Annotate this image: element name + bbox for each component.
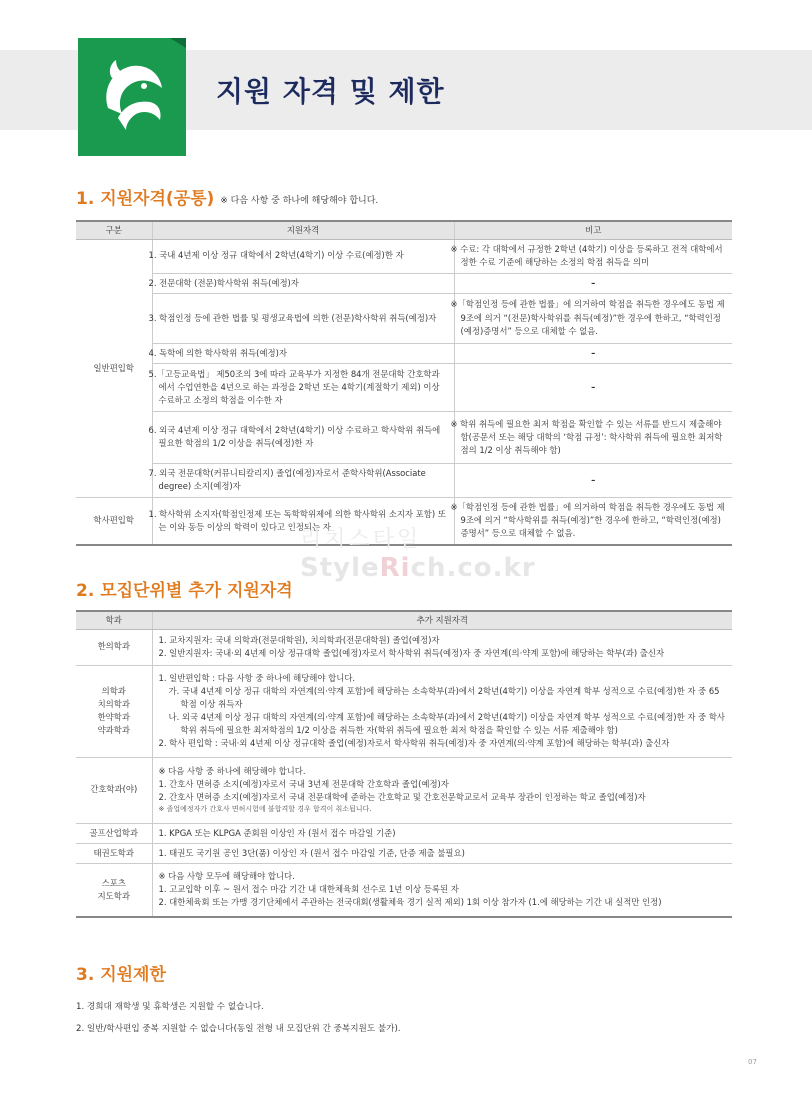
eligibility-common-table xyxy=(76,220,732,546)
column-header-qualification: 지원자격 xyxy=(152,221,454,239)
additional-eligibility-table xyxy=(76,610,732,918)
qualification-line: ※ 다음 사항 중 하나에 해당해야 합니다. xyxy=(158,766,306,777)
table-row xyxy=(76,363,732,411)
qualification-line: 2. 간호사 면허증 소지(예정)자로서 국내 전문대학에 준하는 간호학교 및 간호전문학교로서 교육부 장관이 인정하는 학교 졸업(예정)자 xyxy=(158,792,646,803)
qualification-line: 가. 국내 4년제 이상 정규 대학의 자연계(의·약계 포함)에 해당하는 소속학부(과)에서 2학년(4학기) 이상을 자연계 학부 성적으로 수료(예정)한 자 중 65학점 이상 취득자 xyxy=(168,685,720,709)
watermark-logo xyxy=(300,553,536,583)
table-row xyxy=(76,411,732,463)
qualification-cell xyxy=(152,665,732,757)
table-row xyxy=(76,665,732,757)
qualification-cell xyxy=(152,843,732,863)
table-row xyxy=(76,843,732,863)
note-cell: ※「학점인정 등에 관한 법률」에 의거하여 학점을 취득한 경우에도 동법 제9조에 의거 “학사학위를 취득(예정)”한 경우에 한하고, “학력인정(예정)증명서” 등으로 대체할 수 없음. xyxy=(454,497,732,545)
table-row xyxy=(76,863,732,917)
qualification-line: 1. 고교입학 이후 ~ 원서 접수 마감 기간 내 대한체육회 선수로 1년 이상 등록된 자 xyxy=(158,884,459,895)
department-cell: 스포츠 지도학과 xyxy=(76,863,152,917)
department-cell: 한의학과 xyxy=(76,629,152,665)
qualification-footnote: ※ 졸업예정자가 간호사 면허시험에 불합격할 경우 합격이 취소됩니다. xyxy=(158,805,372,814)
table-row xyxy=(76,343,732,363)
qualification-line: 1. 일반편입학 : 다음 사항 중 하나에 해당해야 합니다. xyxy=(158,672,356,683)
restriction-item: 1. 경희대 재학생 및 휴학생은 지원할 수 없습니다. xyxy=(76,1002,264,1012)
restriction-list xyxy=(76,996,401,1040)
qualification-cell: 4. 독학에 의한 학사학위 취득(예정)자 xyxy=(152,343,454,363)
department-cell: 태권도학과 xyxy=(76,843,152,863)
column-header-department: 학과 xyxy=(76,611,152,629)
note-cell: – xyxy=(454,463,732,497)
column-header-additional-qualification: 추가 지원자격 xyxy=(152,611,732,629)
qualification-cell: 1. 국내 4년제 이상 정규 대학에서 2학년(4학기) 이상 수료(예정)한 자 xyxy=(152,239,454,273)
table-row xyxy=(76,239,732,273)
watermark-text-b: Ri xyxy=(379,553,411,583)
note-cell: – xyxy=(454,363,732,411)
watermark-korean: 리치스타일 xyxy=(300,527,422,552)
note-cell: – xyxy=(454,343,732,363)
qualification-cell: 2. 전문대학 (전문)학사학위 취득(예정)자 xyxy=(152,273,454,293)
table-row xyxy=(76,757,732,823)
column-header-note: 비고 xyxy=(454,221,732,239)
table-row xyxy=(76,823,732,843)
section1-heading xyxy=(76,184,378,209)
qualification-line: 1. KPGA 또는 KLPGA 준회원 이상인 자 (원서 접수 마감일 기준) xyxy=(158,827,396,838)
note-cell: – xyxy=(454,273,732,293)
watermark-text-a: Style xyxy=(300,553,380,583)
section1-title: 1. 지원자격(공통) xyxy=(76,189,215,209)
qualification-cell xyxy=(152,863,732,917)
department-cell: 골프산업학과 xyxy=(76,823,152,843)
qualification-line: 1. 태권도 국기원 공인 3단(품) 이상인 자 (원서 접수 마감일 기준, 단증 제출 불필요) xyxy=(158,847,465,858)
qualification-line: 나. 외국 4년제 이상 정규 대학의 자연계(의·약계 포함)에 해당하는 소속학부(과)에서 2학년(4학기) 이상을 자연계 학부 성적으로 수료(예정)한 자 중 학사학위 취득에 필요한 최저학점의 1/2 이상을 취득한 자(학위 취득에 필요한 최저 학점을 확인할 수 있는 서류 제출해야 함) xyxy=(168,712,726,736)
qualification-cell: 6. 외국 4년제 이상 정규 대학에서 2학년(4학기) 이상 수료하고 학사학위 취득에 필요한 학점의 1/2 이상을 취득(예정)한 자 xyxy=(152,411,454,463)
qualification-cell xyxy=(152,757,732,823)
note-cell: ※ 학위 취득에 필요한 최저 학점을 확인할 수 있는 서류를 반드시 제출해야 함(공문서 또는 해당 대학의 ‘학점 규정’: 학사학위 취득에 필요한 최저학점의 1/2 이상 취득해야 함) xyxy=(454,411,732,463)
qualification-cell xyxy=(152,629,732,665)
section3-title: 3. 지원제한 xyxy=(76,965,166,985)
qualification-cell: 7. 외국 전문대학(커뮤니티칼리지) 졸업(예정)자로서 준학사학위(Associate degree) 소지(예정)자 xyxy=(152,463,454,497)
qualification-line: 1. 교차지원자: 국내 의학과(전문대학원), 치의학과(전문대학원) 졸업(예정)자 xyxy=(158,634,440,645)
page-number: 07 xyxy=(748,1058,757,1066)
category-bachelor-transfer: 학사편입학 xyxy=(76,497,152,545)
note-cell: ※ 수료: 각 대학에서 규정한 2학년 (4학기) 이상을 등록하고 전적 대학에서 정한 수료 기준에 해당하는 소정의 학점 취득을 의미 xyxy=(454,239,732,273)
qualification-cell: 1. 학사학위 소지자(학점인정제 또는 독학학위제에 의한 학사학위 소지자 포함) 또는 이와 동등 이상의 학력이 있다고 인정되는 자 xyxy=(152,497,454,545)
qualification-line: 2. 일반지원자: 국내·외 4년제 이상 정규대학 졸업(예정)자로서 학사학위 취득(예정)자 중 자연계(의·약계 포함)에 해당하는 학부(과) 출신자 xyxy=(158,648,665,658)
qualification-line: 2. 대한체육회 또는 가맹 경기단체에서 주관하는 전국대회(생활체육 경기 실적 제외) 1회 이상 참가자 (1.에 해당하는 기간 내 실적만 인정) xyxy=(158,897,662,908)
qualification-line: ※ 다음 사항 모두에 해당해야 합니다. xyxy=(158,871,295,882)
page-title: 지원 자격 및 제한 xyxy=(216,75,445,108)
table-row xyxy=(76,273,732,293)
qualification-line: 2. 학사 편입학 : 국내·외 4년제 이상 정규대학 졸업(예정)자로서 학사학위 취득(예정)자 중 자연계(의·약계 포함)에 해당하는 학부(과) 출신자 xyxy=(158,738,670,749)
qualification-cell: 5.「고등교육법」 제50조의 3에 따라 교육부가 지정한 84개 전문대학 간호학과에서 수업연한을 4년으로 하는 과정을 2학년 또는 4학기(계절학기 제외) 이상 수료하고 소정의 학점을 이수한 자 xyxy=(152,363,454,411)
column-header-category: 구분 xyxy=(76,221,152,239)
table-row xyxy=(76,629,732,665)
section2-title: 2. 모집단위별 추가 지원자격 xyxy=(76,581,293,601)
category-general-transfer: 일반편입학 xyxy=(76,239,152,497)
university-lion-logo xyxy=(78,38,186,156)
restriction-item: 2. 일반/학사편입 중복 지원할 수 없습니다(동일 전형 내 모집단위 간 중복지원도 불가). xyxy=(76,1024,401,1034)
table-row xyxy=(76,463,732,497)
watermark-text-c: ch.co.kr xyxy=(410,553,536,583)
qualification-cell xyxy=(152,823,732,843)
department-cell: 의학과 치의학과 한약학과 약과학과 xyxy=(76,665,152,757)
department-cell: 간호학과(야) xyxy=(76,757,152,823)
qualification-cell: 3. 학점인정 등에 관한 법률 및 평생교육법에 의한 (전문)학사학위 취득(예정)자 xyxy=(152,293,454,343)
table-row xyxy=(76,293,732,343)
qualification-line: 1. 간호사 면허증 소지(예정)자로서 국내 3년제 전문대학 간호학과 졸업(예정)자 xyxy=(158,779,449,790)
section1-note: ※ 다음 사항 중 하나에 해당해야 합니다. xyxy=(220,195,379,206)
note-cell: ※「학점인정 등에 관한 법률」에 의거하여 학점을 취득한 경우에도 동법 제9조에 의거 “(전문)학사학위를 취득(예정)”한 경우에 한하고, “학력인정(예정)증명서” 등으로 대체할 수 없음. xyxy=(454,293,732,343)
